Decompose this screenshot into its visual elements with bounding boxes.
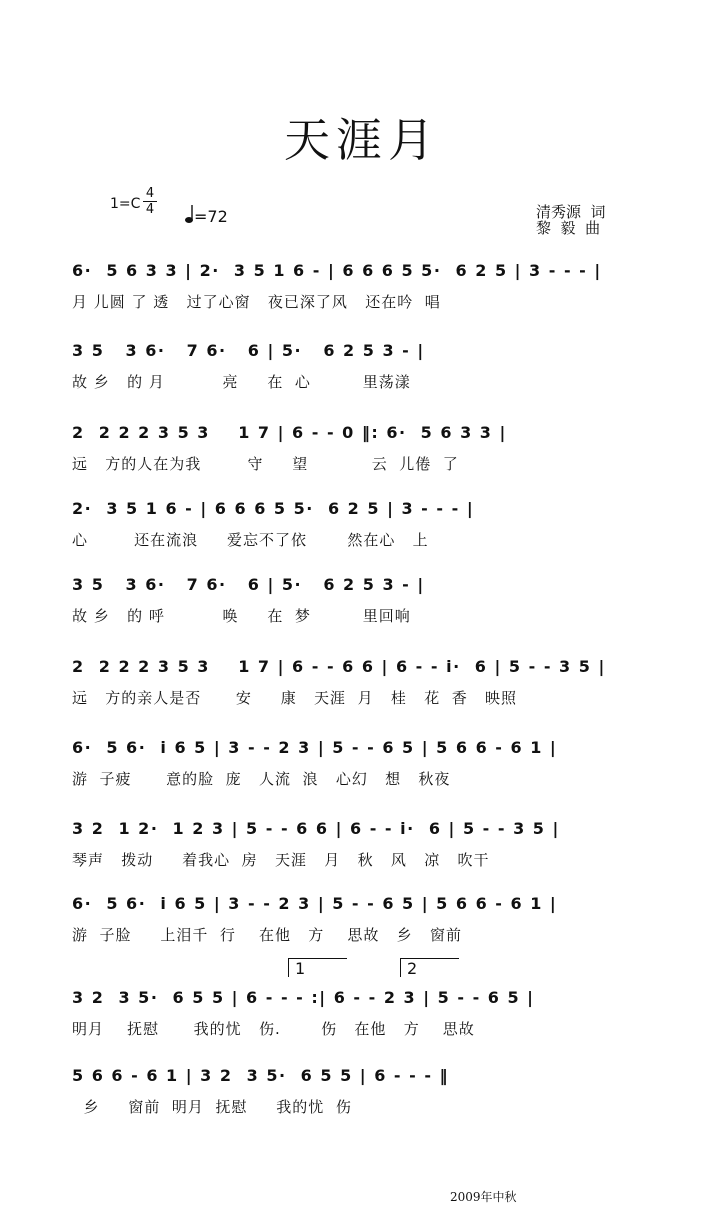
credits [536,204,606,236]
lyric-line-10: 明月 抚慰 我的忧 伤. 伤 在他 方 思故 [72,1020,475,1038]
lyric-line-6: 远 方的亲人是否 安 康 天涯 月 桂 花 香 映照 [72,689,518,707]
volta-2-label: 2 [407,959,418,978]
time-signature-bottom: 4 [145,202,155,217]
lyricist-credit: 清秀源 词 [536,203,606,221]
score-line-1: 6· 5 6 3 3 | 2· 3 5 1 6 - | 6 6 6 5 5· 6 2 5 | 3 - - - | [72,261,602,280]
date-footer: 2009年中秋 [450,1190,517,1204]
composer-credit: 黎 毅 曲 [536,219,601,237]
score-line-3: 2 2 2 2 3 5 3 1 7 | 6 - - 0 ‖: 6· 5 6 3 3 | [72,423,507,442]
volta-1-label: 1 [295,959,306,978]
song-title: 天涯月 [284,113,440,167]
quarter-note-icon [184,204,194,224]
score-line-2: 3 5 3 6· 7 6· 6 | 5· 6 2 5 3 - | [72,341,425,360]
lyric-line-7: 游 子疲 意的脸 庞 人流 浪 心幻 想 秋夜 [72,770,451,788]
score-line-7: 6· 5 6· i 6 5 | 3 - - 2 3 | 5 - - 6 5 | 5 6 6 - 6 1 | [72,738,558,757]
score-line-9: 6· 5 6· i 6 5 | 3 - - 2 3 | 5 - - 6 5 | 5 6 6 - 6 1 | [72,894,558,913]
lyric-line-5: 故 乡 的 呼 唤 在 梦 里回响 [72,607,411,625]
time-signature [143,187,157,216]
lyric-line-4: 心 还在流浪 爱忘不了依 然在心 上 [72,531,429,549]
score-line-5: 3 5 3 6· 7 6· 6 | 5· 6 2 5 3 - | [72,575,425,594]
lyric-line-11: 乡 窗前 明月 抚慰 我的忧 伤 [72,1098,352,1116]
score-line-6: 2 2 2 2 3 5 3 1 7 | 6 - - 6 6 | 6 - - i· 6 | 5 - - 3 5 | [72,657,606,676]
lyric-line-2: 故 乡 的 月 亮 在 心 里荡漾 [72,373,411,391]
volta-2 [400,958,459,977]
lyric-line-9: 游 子脸 上泪千 行 在他 方 思故 乡 窗前 [72,926,462,944]
score-line-11: 5 6 6 - 6 1 | 3 2 3 5· 6 5 5 | 6 - - - ‖ [72,1066,450,1085]
key-signature: 1=C [110,196,141,212]
score-line-10: 3 2 3 5· 6 5 5 | 6 - - - :| 6 - - 2 3 | 5 - - 6 5 | [72,988,535,1007]
lyric-line-8: 琴声 拨动 着我心 房 天涯 月 秋 风 凉 吹干 [72,851,490,869]
volta-1 [288,958,347,977]
tempo-marking [184,204,228,226]
score-line-4: 2· 3 5 1 6 - | 6 6 6 5 5· 6 2 5 | 3 - - - | [72,499,475,518]
score-line-8: 3 2 1 2· 1 2 3 | 5 - - 6 6 | 6 - - i· 6 | 5 - - 3 5 | [72,819,560,838]
time-signature-top: 4 [145,186,155,201]
lyric-line-1: 月 儿圆 了 透 过了心窗 夜已深了风 还在吟 唱 [72,293,441,311]
lyric-line-3: 远 方的人在为我 守 望 云 儿倦 了 [72,455,459,473]
tempo-value: =72 [194,207,228,226]
